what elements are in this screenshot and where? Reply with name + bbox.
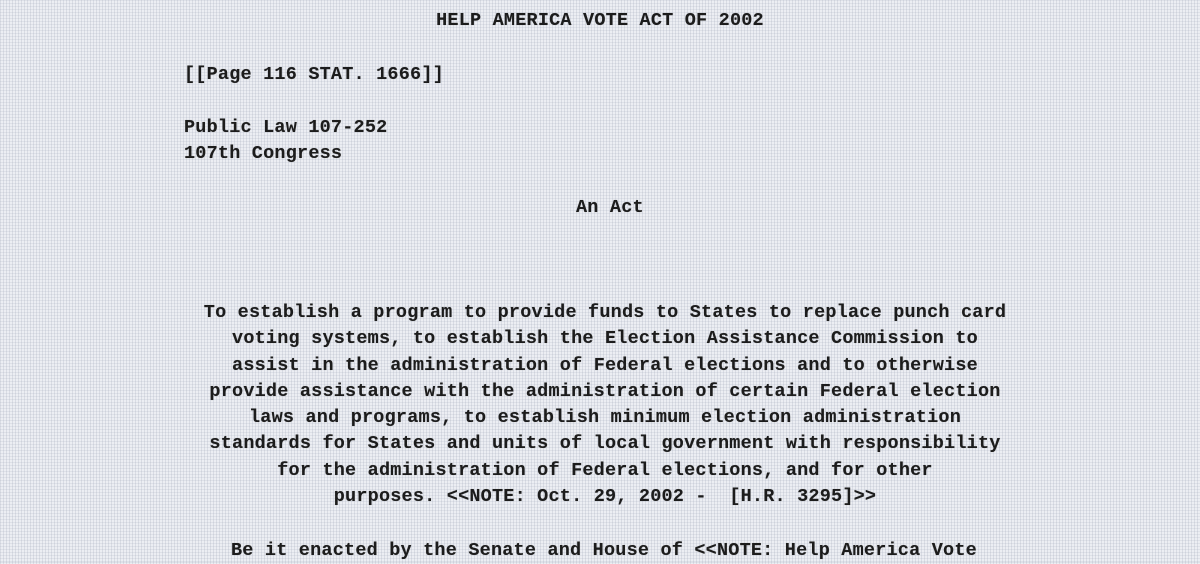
public-law-number: Public Law 107-252 [184,117,388,138]
purpose-line: voting systems, to establish the Election Assistance Commission to [232,328,978,350]
enactment-clause: Be it enacted by the Senate and House of <<NOTE: Help America Vote [231,540,977,561]
purpose-line: laws and programs, to establish minimum election administration [248,407,961,429]
purpose-line: standards for States and units of local government with responsibility [209,433,1001,455]
purpose-line: assist in the administration of Federal elections and to otherwise [232,354,978,376]
purpose-line: To establish a program to provide funds to States to replace punch card [203,302,1007,323]
act-heading: An Act [576,197,644,218]
page-reference: [[Page 116 STAT. 1666]] [184,64,444,85]
purpose-line: provide assistance with the administration of certain Federal election [209,380,1001,402]
purpose-line: for the administration of Federal elections, and for other [277,459,933,481]
purpose-line: purposes. <<NOTE: Oct. 29, 2002 - [H.R. 3295]>> [333,486,877,508]
act-purpose-paragraph [170,300,1040,510]
document-title: HELP AMERICA VOTE ACT OF 2002 [436,10,764,31]
congress-number: 107th Congress [184,143,343,164]
